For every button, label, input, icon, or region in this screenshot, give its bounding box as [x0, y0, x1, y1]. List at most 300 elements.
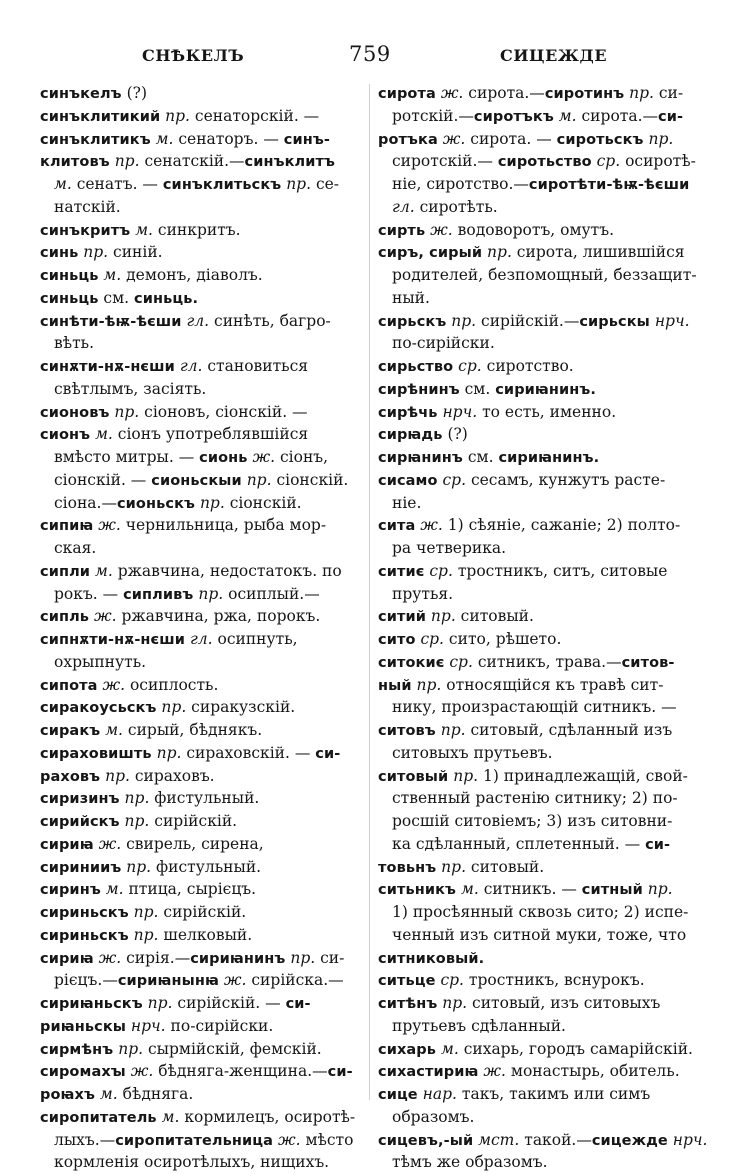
definition-text: сирота, лишившійся [511, 243, 685, 262]
headword: сипиꙗ [40, 518, 94, 535]
grammar-label: м. [456, 880, 479, 899]
dictionary-line [378, 196, 702, 219]
headword: сириньскъ [40, 905, 129, 921]
headword: сихарь [378, 1041, 437, 1058]
grammar-label: пр. [128, 925, 159, 944]
dictionary-line [378, 992, 702, 1015]
grammar-label: пр. [121, 857, 152, 876]
dictionary-line [378, 878, 702, 901]
definition-text: такъ, такимъ или симъ [456, 1085, 651, 1103]
definition-text: (?) [121, 84, 148, 102]
definition-text: сиротство. [481, 357, 574, 375]
dictionary-line [378, 765, 702, 788]
definition-text: ситовый, изъ ситовыхъ [467, 994, 661, 1012]
dictionary-line [40, 492, 365, 515]
headword: сириꙗнинъ. [498, 450, 600, 466]
definition-text: сіонскій. — [54, 470, 152, 489]
grammar-label: м. [100, 880, 124, 899]
headword: синь [40, 245, 79, 262]
definition-text: фистульный. [149, 789, 260, 808]
headword: сиризинъ [40, 791, 120, 808]
definition-text: синкритъ. [152, 220, 241, 239]
headword: сиропитательница [115, 1132, 274, 1149]
dictionary-line [378, 241, 702, 264]
dictionary-line [378, 651, 702, 674]
grammar-label: ж. [415, 516, 443, 535]
headword: синъклитикъ [40, 131, 151, 148]
definition-text: шелковый. [158, 925, 253, 944]
grammar-label: пр. [482, 243, 512, 262]
headword: ситовъ [378, 723, 436, 739]
grammar-label: ср. [424, 561, 453, 580]
headword: синѣти-ѣѭ-ѣєши [40, 313, 182, 330]
definition-text: натскій. [54, 197, 121, 216]
definition-text: сесамъ, кунжутъ расте- [466, 470, 666, 489]
grammar-label: м. [98, 266, 122, 284]
dictionary-line [378, 469, 702, 492]
definition-text: ротскій.— [392, 106, 474, 125]
grammar-label: пр. [193, 584, 224, 603]
headword: клитовъ [40, 154, 110, 171]
dictionary-line [40, 742, 365, 765]
grammar-label: м. [100, 721, 123, 739]
grammar-label: ж. [218, 971, 247, 990]
headword: ситниковый. [378, 950, 485, 967]
dictionary-line [378, 856, 702, 879]
headword: сиръ, сирый [378, 245, 483, 262]
grammar-label: м. [95, 1085, 118, 1103]
grammar-label: пр. [411, 675, 442, 694]
definition-text: лыхъ.— [54, 1130, 116, 1149]
headword: синьць [40, 268, 99, 284]
definition-text: ржавчина, ржа, порокъ. [116, 607, 321, 626]
dictionary-line [378, 150, 702, 173]
headword: сипнѫти-нѫ-нєши [40, 632, 186, 648]
dictionary-line [378, 696, 702, 719]
definition-text: ніе, сиротство.— [392, 175, 529, 193]
header-right-guideword: СИЦЕЖДЕ [500, 46, 608, 65]
headword: сиротинъ [544, 86, 625, 102]
definition-text: ситовый, сдѣланный изъ [465, 721, 673, 739]
headword: си- [645, 836, 671, 853]
dictionary-line [378, 1083, 702, 1106]
definition-text: сиротскій.— [392, 152, 498, 171]
definition-text: сирійскій.— [476, 311, 580, 330]
definition-text: сито, рѣшето. [444, 630, 562, 648]
grammar-label: ж. [93, 948, 122, 967]
headword: сиротьство [497, 154, 592, 171]
dictionary-line [378, 560, 702, 583]
dictionary-line [40, 833, 365, 856]
grammar-label: м. [156, 1107, 180, 1126]
dictionary-line [378, 514, 702, 537]
definition-text: тѣмъ же образомъ. [392, 1153, 548, 1172]
definition-text: сенаторскій. — [189, 106, 320, 125]
dictionary-line [40, 332, 365, 355]
definition-text: осиплый.— [223, 584, 320, 603]
grammar-label: пр. [119, 812, 150, 830]
headword: сириꙗ [40, 950, 94, 967]
grammar-label: нрч. [125, 1016, 166, 1035]
definition-text: свирель, сирена, [121, 834, 264, 853]
definition-text: осипнуть, [212, 630, 298, 648]
definition-text: синій. [108, 243, 163, 262]
definition-text: сіона.— [54, 493, 117, 512]
dictionary-line [40, 469, 365, 492]
headword: роꙗхъ [40, 1087, 95, 1103]
grammar-label: пр. [119, 789, 150, 808]
headword: сионь [199, 450, 248, 466]
grammar-label: пр. [142, 994, 173, 1012]
definition-text: то есть, именно. [477, 402, 617, 421]
dictionary-line [40, 378, 365, 401]
headword: сихастириꙗ [378, 1064, 479, 1081]
definition-text: по-сирійски. [392, 334, 495, 353]
headword: ситий [378, 609, 426, 626]
definition-text: становиться [202, 357, 309, 375]
definition-text: см. [98, 288, 134, 307]
dictionary-line [40, 310, 365, 333]
headword: синьць [40, 290, 99, 307]
definition-text: ченный изъ ситной муки, тоже, что [392, 925, 687, 944]
dictionary-line [40, 1129, 365, 1152]
headword: ситовый [378, 768, 449, 785]
definition-text: родителей, безпомощный, беззащит- [392, 266, 697, 284]
dictionary-line [378, 1015, 702, 1038]
headword: сираховишть [40, 745, 152, 762]
grammar-label: пр. [78, 243, 109, 262]
definition-text: свѣтлымъ, засіять. [54, 379, 207, 398]
grammar-label: нрч. [437, 402, 478, 421]
headword: сионьскыи [151, 472, 242, 489]
definition-text: сирота. — [465, 129, 557, 148]
grammar-label: ср. [591, 152, 621, 171]
headword: ный [378, 677, 412, 694]
headword: сириꙗ [40, 836, 94, 853]
dictionary-line [40, 696, 365, 719]
definition-text: ситовыхъ прутьевъ. [392, 743, 553, 762]
headword: ситов- [621, 654, 675, 671]
headword: сирꙗнинъ [378, 450, 463, 466]
grammar-label: ж. [435, 84, 464, 102]
headword: сито [378, 632, 416, 648]
dictionary-line [378, 787, 702, 810]
headword: синъклитьскъ [162, 177, 282, 193]
definition-text: 1) просѣянный сквозь сито; 2) испе- [392, 903, 689, 921]
grammar-label: пр. [435, 721, 466, 739]
definition-text: кормилецъ, осиротѣ- [179, 1107, 356, 1126]
grammar-label: м. [54, 175, 72, 193]
definition-text: осиплость. [125, 675, 219, 694]
definition-text: мѣсто [300, 1130, 354, 1149]
headword: сионъ [40, 427, 91, 444]
headword: сиракъ [40, 723, 101, 739]
headword: ротъка [378, 131, 438, 148]
definition-text: сираховъ. [129, 766, 215, 785]
grammar-label: ж. [125, 1062, 154, 1081]
dictionary-line [40, 401, 365, 424]
headword: синѫти-нѫ-нєши [40, 359, 175, 375]
dictionary-line [40, 150, 365, 173]
definition-text: сіонскій. [271, 470, 349, 489]
headword: сиротьскъ [556, 131, 644, 148]
grammar-label: м. [90, 425, 113, 444]
dictionary-line [378, 1151, 702, 1174]
dictionary-line [378, 401, 702, 424]
dictionary-line [40, 924, 365, 947]
dictionary-line [378, 1106, 702, 1129]
dictionary-line [378, 332, 702, 355]
definition-text: бѣдняга. [117, 1085, 194, 1103]
headword: си- [285, 996, 311, 1012]
headword: сириꙗнинъ. [495, 381, 597, 398]
definition-text: сенатскій.— [139, 152, 245, 171]
definition-text: сирійскій. — [172, 994, 286, 1012]
dictionary-line [378, 947, 702, 970]
dictionary-line [378, 264, 702, 287]
dictionary-line [378, 674, 702, 697]
grammar-label: м. [150, 129, 174, 148]
dictionary-line [378, 924, 702, 947]
definition-text: кормленія осиротѣлыхъ, нищихъ. [54, 1153, 330, 1172]
grammar-label: нрч. [649, 311, 690, 330]
headword: сице [378, 1087, 418, 1103]
headword: сицежде [591, 1132, 668, 1149]
headword: сиромахꙑ [40, 1064, 126, 1081]
headword: сиротъкъ [473, 108, 554, 125]
dictionary-line [378, 1038, 702, 1061]
dictionary-line [40, 128, 365, 151]
definition-text: монастырь, обитель. [505, 1062, 680, 1081]
dictionary-line [40, 355, 365, 378]
definition-text: относящійся къ травѣ сит- [441, 675, 664, 694]
definition-text: сырмійскій, фемскій. [143, 1039, 322, 1058]
dictionary-line [40, 947, 365, 970]
definition-text: прутья. [392, 584, 454, 603]
dictionary-line [40, 423, 365, 446]
definition-text: ный. [392, 288, 430, 307]
grammar-label: ср. [415, 630, 444, 648]
grammar-label: пр. [437, 994, 468, 1012]
definition-text: сихарь, городъ самарійскій. [458, 1039, 693, 1058]
headword: синъклитъ [244, 154, 336, 171]
dictionary-line [40, 856, 365, 879]
grammar-label: пр. [160, 106, 190, 125]
dictionary-line [378, 128, 702, 151]
dictionary-line [40, 1015, 365, 1038]
dictionary-line [40, 219, 365, 242]
grammar-label: пр. [151, 743, 182, 762]
definition-text: синѣть, багро- [209, 311, 331, 330]
definition-text: сиротѣть. [414, 197, 498, 216]
headword: сирмѣнъ [40, 1041, 114, 1058]
dictionary-line [378, 446, 702, 469]
definition-text: сирійскій. [149, 812, 238, 830]
definition-text: си- [315, 948, 345, 967]
grammar-label: пр. [113, 1039, 144, 1058]
grammar-label: пр. [241, 470, 272, 489]
headword: сиринииъ [40, 859, 122, 876]
definition-text: сіоновъ, сіонскій. — [139, 402, 308, 421]
grammar-label: нар. [417, 1085, 457, 1103]
definition-text: рокъ. — [54, 584, 124, 603]
definition-text: рієцъ.— [54, 971, 118, 990]
headword: си- [327, 1064, 353, 1081]
definition-text: сирія.— [121, 948, 191, 967]
headword: сиринъ [40, 882, 101, 899]
headword: сипль [40, 609, 90, 626]
dictionary-line [40, 810, 365, 833]
headword: сиропитатель [40, 1109, 157, 1126]
definition-text: нику, произрастающій ситникъ. — [392, 698, 677, 717]
headword: синъ- [283, 131, 330, 148]
headword: синьць. [134, 290, 199, 307]
dictionary-line [378, 969, 702, 992]
grammar-label: ж. [437, 129, 466, 148]
definition-text: охрыпнуть. [54, 652, 147, 671]
dictionary-line [40, 719, 365, 742]
dictionary-line [40, 241, 365, 264]
definition-text: бѣдняга-женщина.— [153, 1062, 328, 1081]
grammar-label: ж. [97, 675, 126, 694]
dictionary-line [40, 969, 365, 992]
grammar-label: мст. [473, 1130, 520, 1149]
dictionary-line [40, 674, 365, 697]
headword: сипливъ [123, 586, 194, 603]
left-column [40, 82, 365, 1174]
headword: сиракоусьскъ [40, 700, 157, 717]
dictionary-line [378, 82, 702, 105]
dictionary-line [40, 651, 365, 674]
definition-text: тростникъ, ситъ, ситовые [452, 561, 668, 580]
headword: ситиє [378, 563, 425, 580]
dictionary-line [378, 901, 702, 924]
grammar-label: ср. [444, 652, 473, 671]
definition-text: сирійска.— [246, 971, 344, 990]
definition-text: сенаторъ. — [173, 129, 284, 148]
grammar-label: пр. [425, 607, 456, 626]
definition-text: сіонскій. [224, 493, 302, 512]
dictionary-line [40, 196, 365, 219]
dictionary-line [40, 560, 365, 583]
headword: сирийскъ [40, 814, 120, 830]
headword: синъклитикий [40, 108, 161, 125]
headword: ситѣнъ [378, 996, 438, 1012]
definition-text: вмѣсто митры. — [54, 448, 200, 466]
headword: сирѣчь [378, 404, 438, 421]
definition-text: се- [311, 175, 340, 193]
headword: сита [378, 518, 416, 535]
definition-text: ніе. [392, 493, 422, 512]
definition-text: ситовый. [455, 607, 534, 626]
right-column [378, 82, 708, 1174]
grammar-label: ж. [273, 1130, 301, 1149]
dictionary-line [378, 833, 702, 856]
definition-text: ская. [54, 539, 97, 557]
dictionary-line [378, 355, 702, 378]
dictionary-line [378, 173, 702, 196]
dictionary-line [40, 105, 365, 128]
definition-text: сирійскій. [158, 903, 247, 921]
headword: сирѣнинъ [378, 381, 460, 398]
headword: сирьство [378, 359, 454, 375]
grammar-label: пр. [643, 129, 674, 148]
headword: сириньскъ [40, 927, 129, 944]
headword: ситокиє [378, 654, 445, 671]
grammar-label: пр. [446, 311, 477, 330]
headword: сионьскъ [116, 495, 196, 512]
definition-text: сирота.— [576, 106, 659, 125]
grammar-label: пр. [128, 903, 159, 921]
headword: сионовъ [40, 404, 110, 421]
definition-text: прутьевъ сдѣланный. [392, 1016, 566, 1035]
dictionary-line [40, 1038, 365, 1061]
dictionary-line [40, 878, 365, 901]
headword: сирꙗдь [378, 427, 443, 444]
definition-text: ситовый. [466, 857, 545, 876]
headword: сипли [40, 563, 91, 580]
grammar-label: гл. [185, 630, 213, 648]
dictionary-line [378, 219, 702, 242]
dictionary-line [40, 1151, 365, 1174]
grammar-label: ж. [93, 834, 122, 853]
grammar-label: ж. [425, 220, 453, 239]
dictionary-line [40, 1060, 365, 1083]
dictionary-line [40, 514, 365, 537]
definition-text: (?) [442, 425, 468, 444]
dictionary-line [378, 378, 702, 401]
grammar-label: гл. [174, 357, 203, 375]
grammar-label: пр. [285, 948, 316, 967]
definition-text: сирый, бѣднякъ. [122, 721, 263, 739]
dictionary-line [378, 583, 702, 606]
grammar-label: ж. [93, 516, 121, 535]
definition-text: ситникъ, трава.— [472, 652, 622, 671]
page-number: 759 [349, 42, 391, 66]
headword: сириꙗньскъ [40, 996, 143, 1012]
dictionary-line [40, 628, 365, 651]
dictionary-line [378, 605, 702, 628]
headword: сисамо [378, 472, 438, 489]
headword: товьнъ [378, 859, 437, 876]
dictionary-line [40, 264, 365, 287]
dictionary-line [40, 173, 365, 196]
grammar-label: ж. [89, 607, 117, 626]
dictionary-line [40, 1106, 365, 1129]
headword: сирота [378, 86, 436, 102]
headword: синъкелъ [40, 86, 122, 102]
dictionary-line [378, 1060, 702, 1083]
headword: сирть [378, 222, 426, 239]
grammar-label: гл. [181, 311, 210, 330]
grammar-label: пр. [109, 402, 140, 421]
headword: синъкритъ [40, 222, 131, 239]
grammar-label: ср. [435, 971, 464, 990]
grammar-label: пр. [642, 880, 673, 899]
definition-text: птица, сырієцъ. [123, 880, 257, 899]
definition-text: чернильница, рыба мор- [120, 516, 327, 535]
dictionary-line [378, 810, 702, 833]
grammar-label: пр. [624, 84, 654, 102]
definition-text: фистульный. [151, 857, 262, 876]
definition-text: демонъ, діаволъ. [121, 266, 263, 284]
dictionary-line [378, 742, 702, 765]
grammar-label: пр. [156, 698, 187, 717]
grammar-label: пр. [436, 857, 466, 876]
headword: раховъ [40, 768, 101, 785]
definition-text: ситникъ. — [478, 880, 582, 899]
grammar-label: ср. [437, 470, 467, 489]
